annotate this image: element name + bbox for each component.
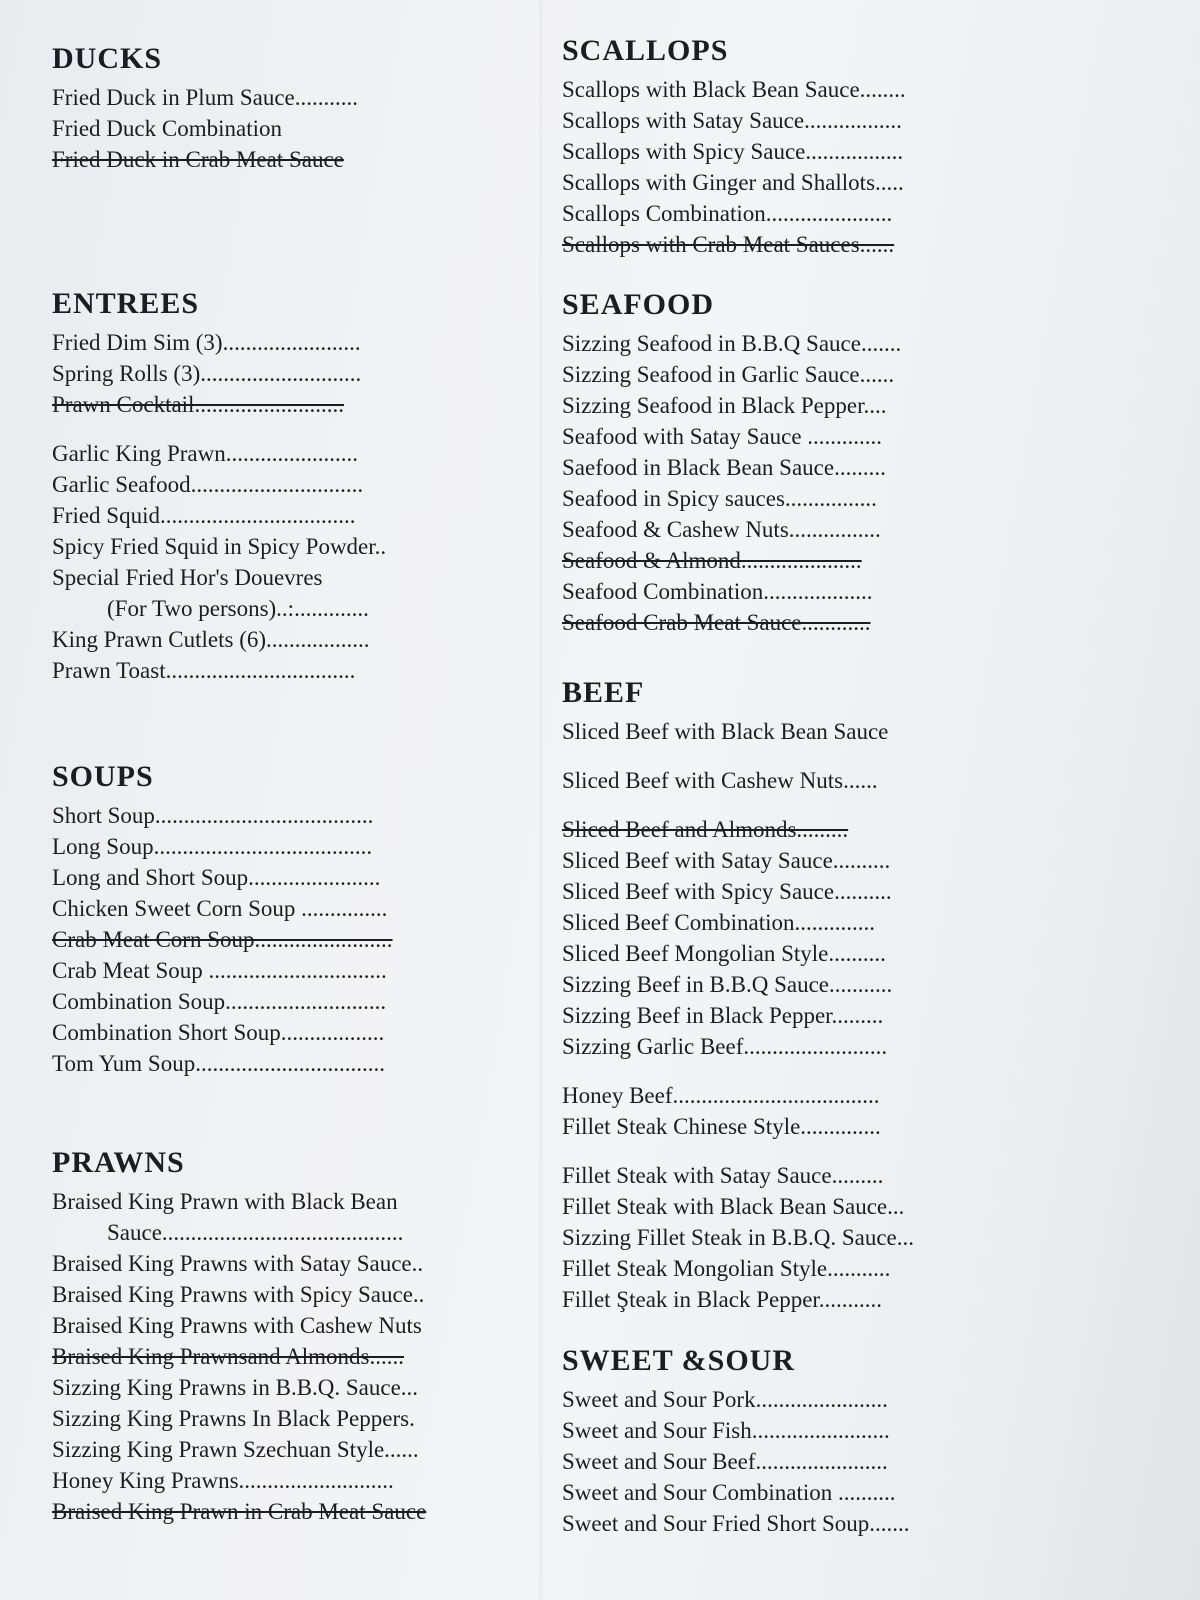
menu-item [562,845,1062,876]
section-heading: SOUPS [52,760,154,793]
menu-item-text: Scallops with Crab Meat Sauces...... [562,232,895,257]
menu-item [52,986,552,1017]
menu-item-text: Sliced Beef Combination.............. [562,910,876,935]
menu-item [52,500,552,531]
menu-item [562,1253,1062,1284]
menu-item [52,862,552,893]
menu-item [562,1284,1062,1315]
menu-item [52,1017,552,1048]
menu-item-text: Fillet Şteak in Black Pepper........... [562,1287,883,1312]
menu-item-text: Sizzing King Prawn Szechuan Style...... [52,1437,419,1462]
menu-item-text: Long and Short Soup....................... [52,865,381,890]
menu-item [52,1403,552,1434]
menu-item [562,359,1062,390]
menu-item-struck [562,607,1062,638]
menu-item [562,105,1062,136]
menu-item [562,969,1062,1000]
menu-item [52,831,552,862]
menu-item-text: Sizzing Fillet Steak in B.B.Q. Sauce... [562,1225,914,1250]
menu-item-text: Braised King Prawn with Black Bean [52,1189,398,1214]
menu-item [562,907,1062,938]
menu-item-text: Fillet Steak Mongolian Style........... [562,1256,891,1281]
menu-item-text: Sizzing Garlic Beef......................... [562,1034,888,1059]
menu-item-text: Sweet and Sour Fried Short Soup....... [562,1511,910,1536]
section-heading: SEAFOOD [562,288,715,321]
section-seafood [562,288,1062,638]
section-entrees [52,287,552,686]
menu-item [52,624,552,655]
menu-item-text: Scallops Combination...................... [562,201,893,226]
menu-item-text: Sizzing King Prawns In Black Peppers. [52,1406,415,1431]
menu-item [52,893,552,924]
menu-item-text: Scallops with Spicy Sauce................. [562,139,904,164]
section-heading: SWEET &SOUR [562,1344,796,1377]
menu-item-text: Seafood & Almond..................... [562,548,862,573]
menu-item-text: Sliced Beef with Spicy Sauce.......... [562,879,892,904]
menu-item [562,1384,1062,1415]
menu-item-text: Crab Meat Soup ............................... [52,958,387,983]
menu-item [562,1191,1062,1222]
section-heading: SCALLOPS [562,34,729,67]
menu-item-text: Fried Squid.................................. [52,503,356,528]
menu-item-struck [562,545,1062,576]
menu-item [562,716,1062,747]
menu-item-text: Fried Duck in Plum Sauce........... [52,85,358,110]
menu-item-struck [52,1341,552,1372]
menu-item-text: Seafood & Cashew Nuts................ [562,517,881,542]
menu-item-text: Seafood in Spicy sauces................ [562,486,877,511]
menu-item [562,74,1062,105]
section-heading: PRAWNS [52,1146,185,1179]
menu-item [52,327,552,358]
menu-item-text: Combination Soup............................ [52,989,387,1014]
menu-item [562,938,1062,969]
menu-item-text: Sizzing Seafood in Garlic Sauce...... [562,362,895,387]
menu-item-list [562,1384,1062,1539]
menu-item-text: Chicken Sweet Corn Soup ............... [52,896,388,921]
menu-item-text: Sliced Beef and Almonds......... [562,817,849,842]
menu-item [52,1310,552,1341]
menu-item [52,1465,552,1496]
menu-item [562,1508,1062,1539]
menu-item-text: Long Soup...................................... [52,834,373,859]
menu-item [562,576,1062,607]
menu-item-text: Scallops with Black Bean Sauce........ [562,77,906,102]
menu-item-struck [52,389,552,420]
menu-item [562,1031,1062,1062]
menu-item-text: Braised King Prawns with Satay Sauce.. [52,1251,424,1276]
menu-item-text: Sliced Beef with Black Bean Sauce [562,719,889,744]
menu-item-struck [52,144,552,175]
menu-item [562,1000,1062,1031]
menu-item [562,452,1062,483]
menu-item [52,562,552,593]
menu-item [52,955,552,986]
menu-item-text: Scallops with Ginger and Shallots..... [562,170,904,195]
section-soups [52,760,552,1079]
menu-item-text: Braised King Prawnsand Almonds...... [52,1344,405,1369]
menu-item-text: Sweet and Sour Pork....................... [562,1387,888,1412]
menu-item [562,198,1062,229]
menu-item [562,136,1062,167]
section-heading: ENTREES [52,287,200,320]
menu-item-text: Sliced Beef with Satay Sauce.......... [562,848,891,873]
menu-item [562,421,1062,452]
menu-item-text: Spicy Fried Squid in Spicy Powder.. [52,534,387,559]
menu-item-text: Seafood with Satay Sauce ............. [562,424,883,449]
menu-item-text: Special Fried Hor's Douevres [52,565,323,590]
menu-item [52,800,552,831]
menu-item-text: Fried Duck Combination [52,116,282,141]
section-scallops [562,34,1062,260]
menu-item-list [562,716,1062,1315]
menu-item [52,531,552,562]
section-beef [562,676,1062,1315]
section-prawns [52,1146,552,1527]
menu-item [52,469,552,500]
menu-item-text: Tom Yum Soup................................. [52,1051,385,1076]
menu-item-text: Short Soup...................................... [52,803,374,828]
menu-item [562,390,1062,421]
menu-item [562,514,1062,545]
menu-item-text: Braised King Prawn in Crab Meat Sauce [52,1499,427,1524]
menu-item-text: Sizzing Beef in B.B.Q Sauce........... [562,972,893,997]
menu-item [52,358,552,389]
menu-item-text: Sizzing Seafood in B.B.Q Sauce....... [562,331,902,356]
menu-item [52,1186,552,1217]
menu-item-struck [52,924,552,955]
menu-item [52,655,552,686]
menu-item-text: Sliced Beef Mongolian Style.......... [562,941,886,966]
menu-item-text: Fillet Steak with Black Bean Sauce... [562,1194,905,1219]
menu-item-struck [562,229,1062,260]
menu-item-text: Sweet and Sour Combination .......... [562,1480,896,1505]
menu-item [562,483,1062,514]
menu-item [562,167,1062,198]
menu-item [562,1477,1062,1508]
menu-item-struck [52,1496,552,1527]
menu-item [562,1160,1062,1191]
menu-item-text: Honey Beef.................................... [562,1083,880,1108]
menu-item-text: Saefood in Black Bean Sauce......... [562,455,886,480]
menu-item-text: Sweet and Sour Fish........................ [562,1418,890,1443]
menu-item [52,1048,552,1079]
menu-item-text: Braised King Prawns with Spicy Sauce.. [52,1282,425,1307]
menu-item [562,1111,1062,1142]
menu-item-text: Fried Dim Sim (3)........................ [52,330,361,355]
section-heading: DUCKS [52,42,163,75]
menu-item-text: Prawn Cocktail.......................... [52,392,344,417]
menu-item [52,1217,552,1248]
menu-item-text: (For Two persons)..:............. [107,596,369,621]
menu-item-text: Fried Duck in Crab Meat Sauce [52,147,344,172]
menu-item-text: Prawn Toast................................. [52,658,356,683]
menu-item [562,876,1062,907]
menu-item-text: Fillet Steak Chinese Style.............. [562,1114,881,1139]
menu-item-text: Spring Rolls (3)............................ [52,361,362,386]
menu-item-struck [562,814,1062,845]
menu-item-text: Braised King Prawns with Cashew Nuts [52,1313,422,1338]
menu-item-text: Sliced Beef with Cashew Nuts...... [562,768,878,793]
menu-item-text: Crab Meat Corn Soup........................ [52,927,393,952]
menu-item [52,438,552,469]
menu-item [562,765,1062,796]
menu-item-list [52,327,552,686]
menu-item [52,113,552,144]
menu-item-text: Sizzing King Prawns in B.B.Q. Sauce... [52,1375,419,1400]
menu-item-text: Garlic King Prawn....................... [52,441,358,466]
menu-item-text: King Prawn Cutlets (6).................. [52,627,370,652]
menu-item [52,1279,552,1310]
menu-item [562,1222,1062,1253]
menu-item [562,1446,1062,1477]
menu-item-text: Seafood Combination................... [562,579,873,604]
menu-item [52,593,552,624]
menu-item-text: Seafood Crab Meat Sauce............ [562,610,871,635]
menu-item-text: Combination Short Soup.................. [52,1020,385,1045]
menu-item-text: Scallops with Satay Sauce................. [562,108,902,133]
menu-item-text: Sweet and Sour Beef....................... [562,1449,888,1474]
section-ducks [52,42,552,175]
menu-item-text: Fillet Steak with Satay Sauce......... [562,1163,884,1188]
menu-item-text: Sauce.......................................... [107,1220,404,1245]
menu-item [562,1415,1062,1446]
menu-item [52,1372,552,1403]
menu-item [52,1248,552,1279]
menu-item [562,1080,1062,1111]
menu-item-text: Garlic Seafood.............................. [52,472,364,497]
menu-item-text: Honey King Prawns........................... [52,1468,394,1493]
menu-item-list [562,74,1062,260]
section-heading: BEEF [562,676,645,709]
menu-item-text: Sizzing Seafood in Black Pepper.... [562,393,887,418]
menu-item-list [562,328,1062,638]
menu-item-list [52,82,552,175]
menu-item-list [52,1186,552,1527]
menu-item [52,1434,552,1465]
section-sweet-and-sour [562,1344,1062,1539]
menu-item [562,328,1062,359]
menu-item-text: Sizzing Beef in Black Pepper......... [562,1003,884,1028]
menu-item-list [52,800,552,1079]
menu-item [52,82,552,113]
